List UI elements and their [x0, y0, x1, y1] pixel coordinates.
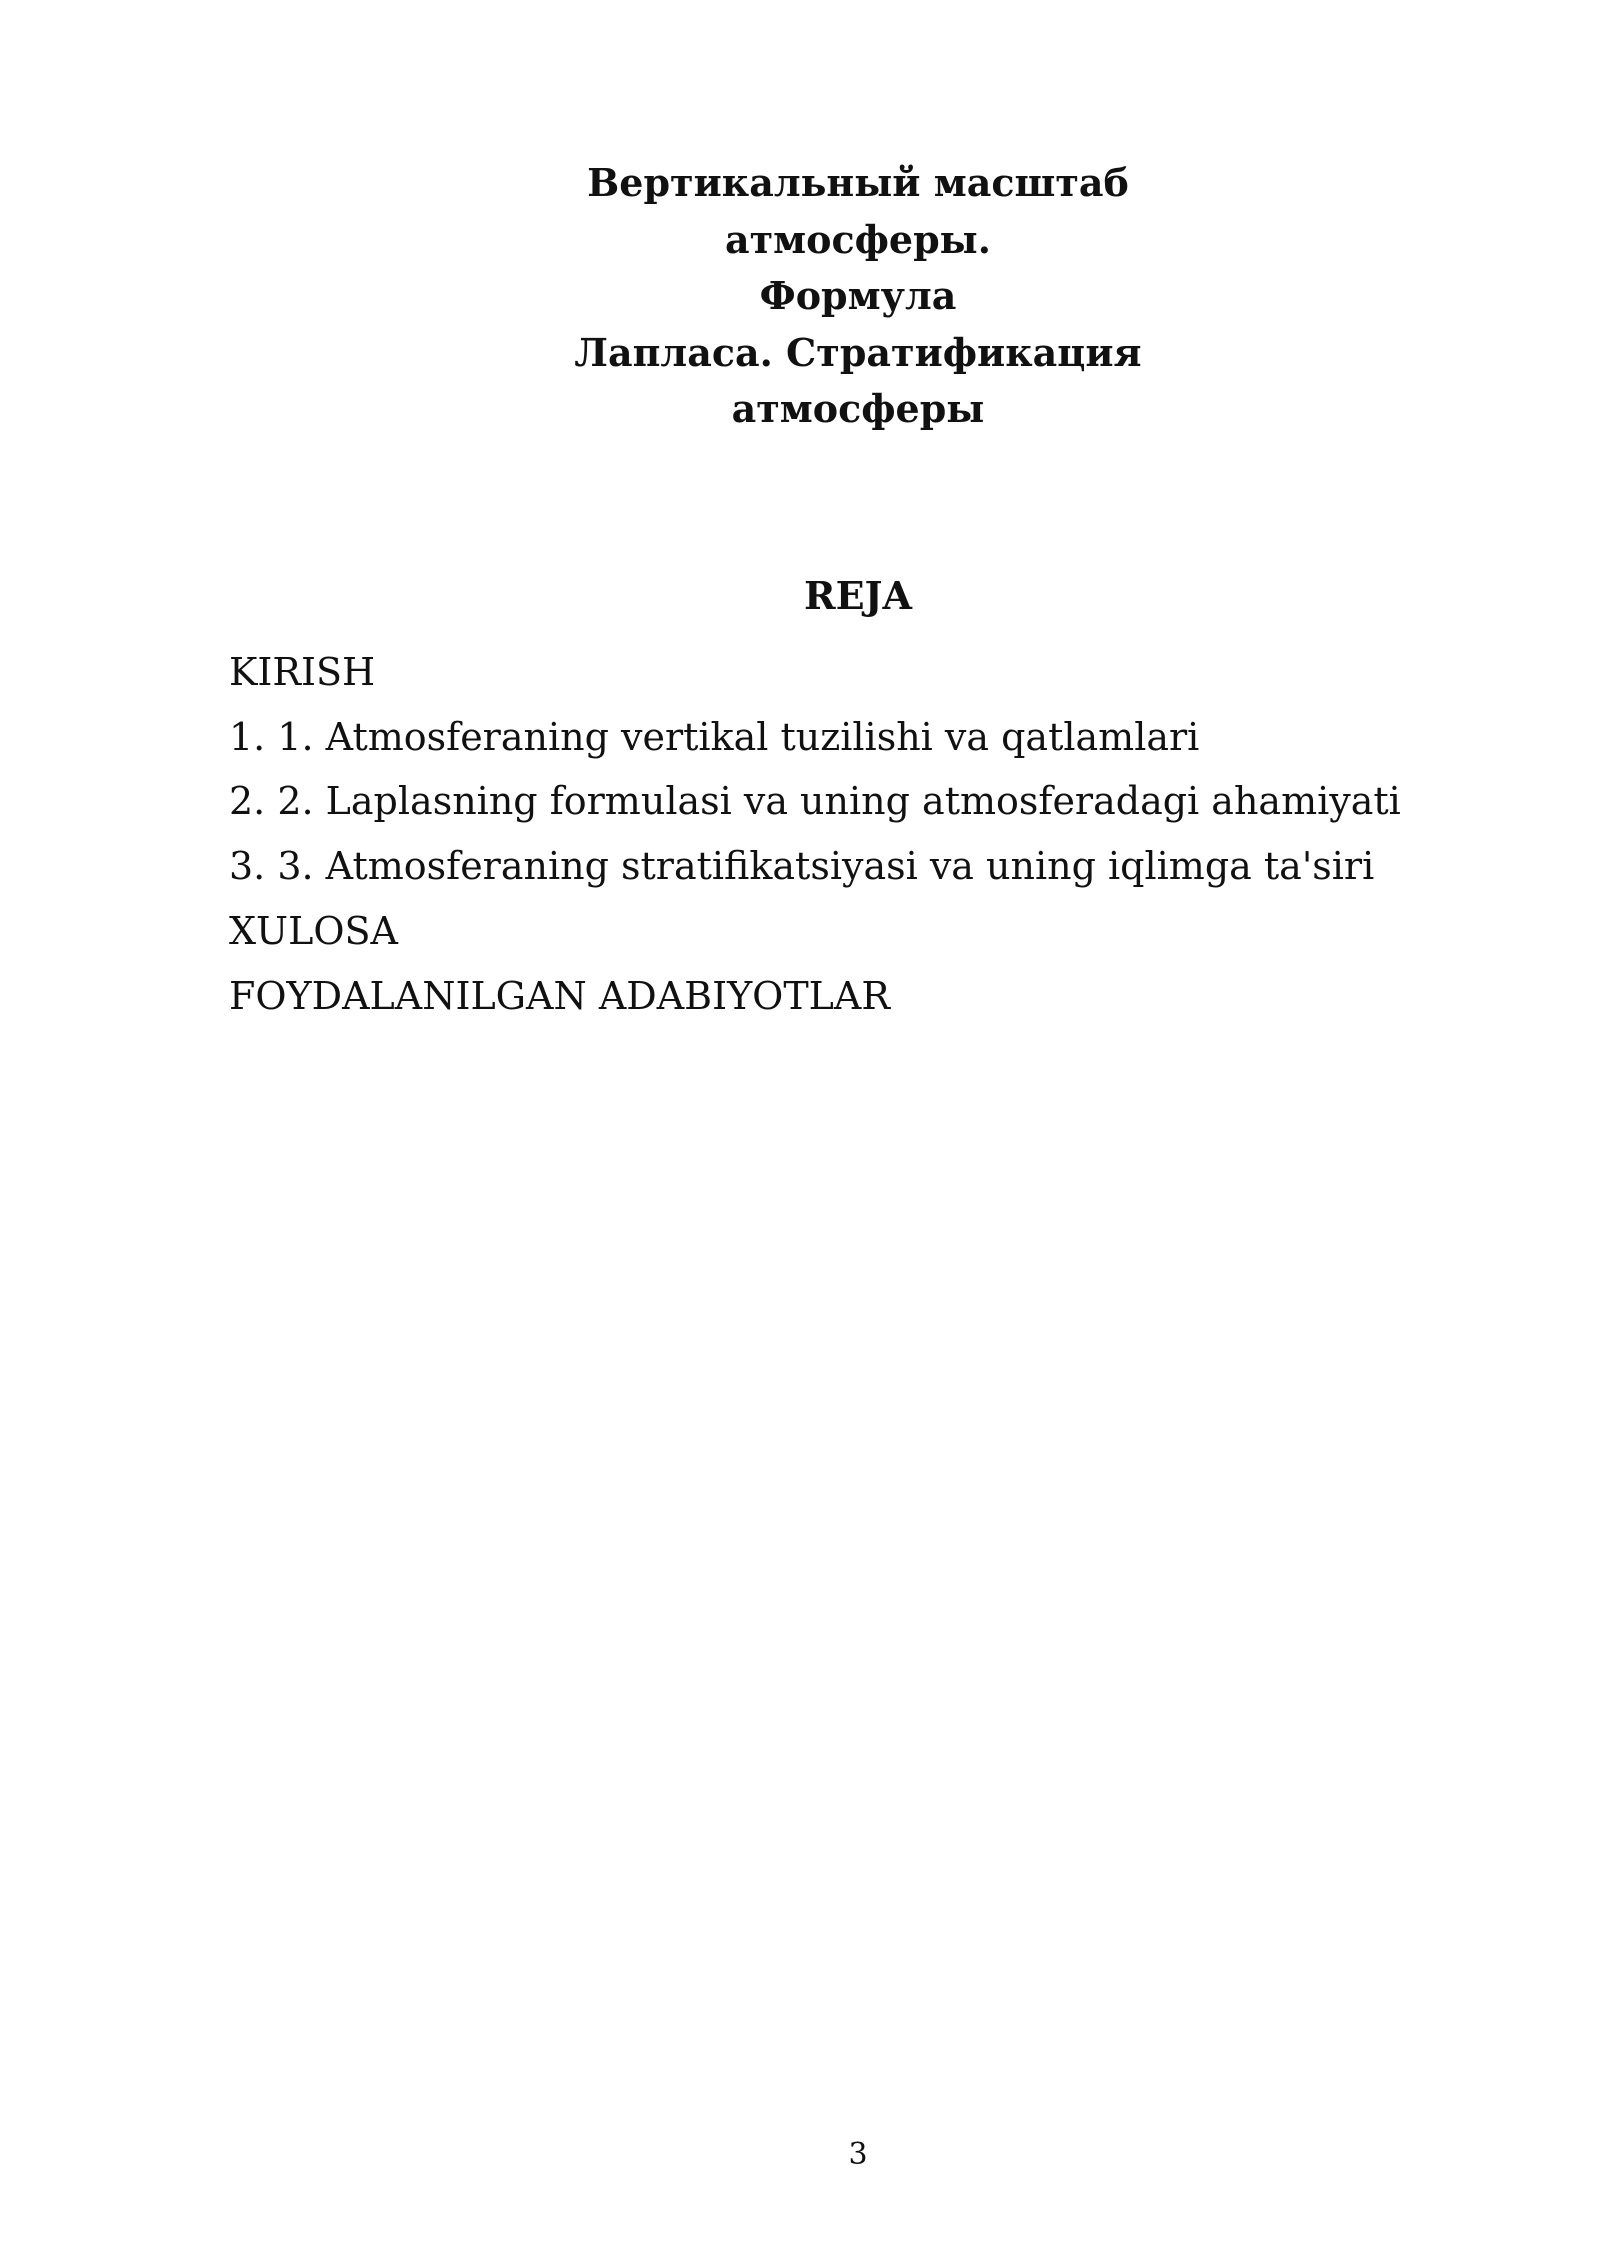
title-line: Вертикальный масштаб [587, 160, 1129, 205]
plan-item-3: 3. 3. Atmosferaning stratifikatsiyasi va uning iqlimga ta'siri [229, 844, 1375, 889]
title-line: Лапласа. Стратификация [574, 329, 1142, 375]
title-line: атмосферы. [725, 216, 991, 262]
plan-item-introduction: KIRISH [229, 650, 376, 694]
plan-heading: REJA [803, 573, 912, 618]
plan-item-references: FOYDALANILGAN ADABIYOTLAR [229, 973, 890, 1018]
plan-list [229, 640, 1401, 1028]
title-line: Формула [759, 273, 957, 318]
plan-item-conclusion: XULOSA [229, 908, 398, 953]
page-number: 3 [848, 2137, 868, 2172]
document-title [0, 155, 1600, 438]
plan-item-1: 1. 1. Atmosferaning vertikal tuzilishi va qatlamlari [229, 714, 1200, 759]
plan-item-2: 2. 2. Laplasning formulasi va uning atmosferadagi ahamiyati [229, 779, 1401, 824]
title-line: атмосферы [731, 386, 985, 431]
